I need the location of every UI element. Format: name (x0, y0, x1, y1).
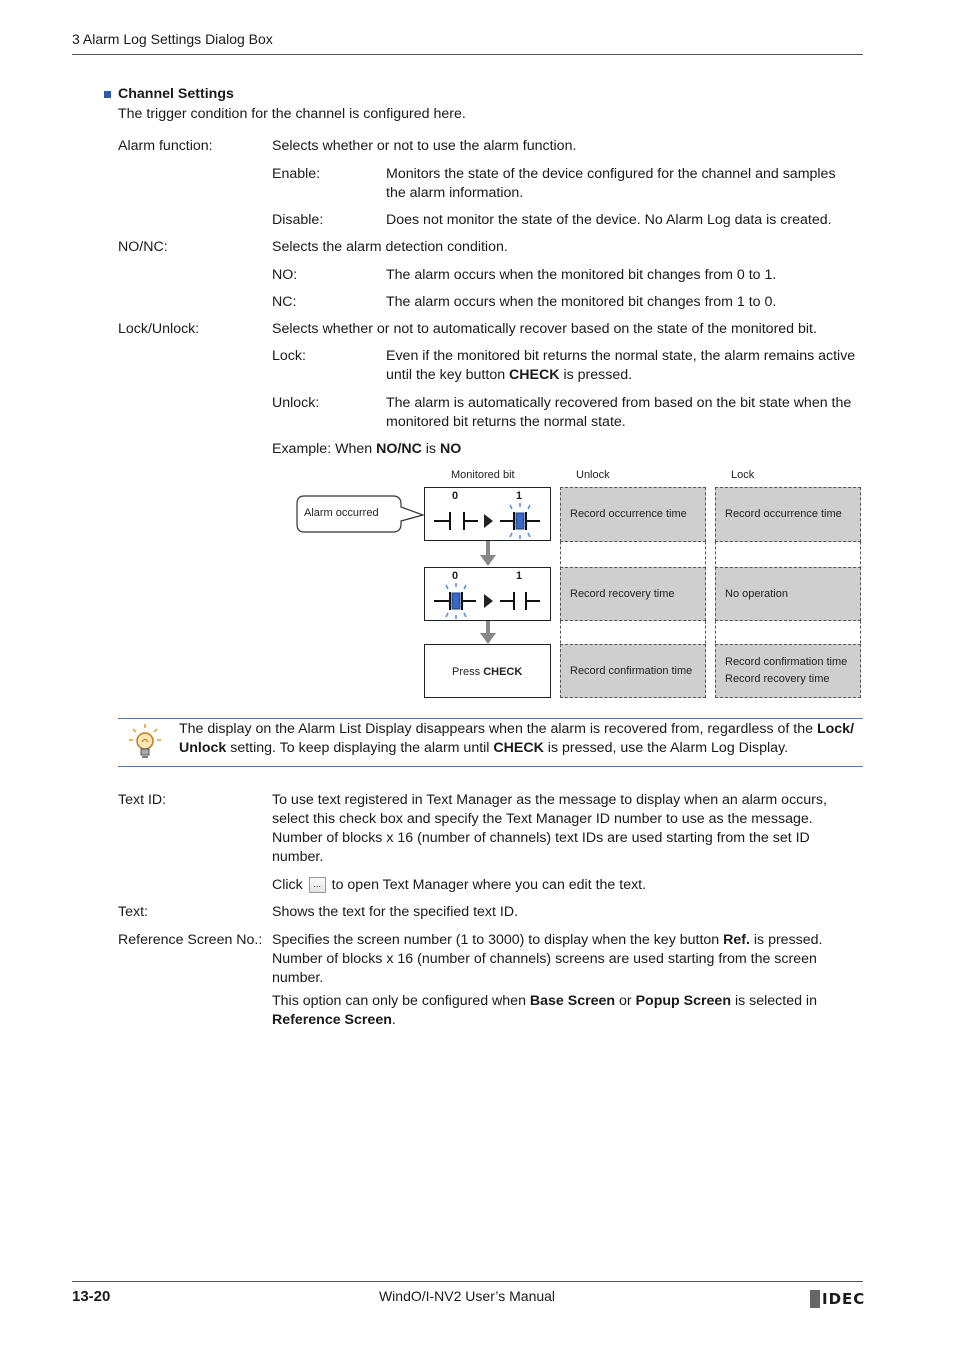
section-intro: The trigger condition for the channel is configured here. (118, 106, 466, 122)
text-id-label: Text ID: (118, 792, 167, 808)
unlock-desc (386, 394, 863, 432)
opt-base-screen: Base Screen (529, 993, 616, 1009)
no-nc-label: NO/NC: (118, 239, 168, 255)
disable-desc: Does not monitor the state of the device. No Alarm Log data is created. (386, 212, 832, 228)
note-line-2-tail: is pressed, use the Alarm Log Display. (543, 740, 789, 756)
bit-label-0-row2: 0 (452, 570, 459, 582)
text-id-desc (272, 791, 863, 867)
enable-label: Enable: (272, 166, 321, 182)
unlock-desc-line-1: The alarm is automatically recovered from based on the bit state when the (386, 395, 852, 411)
lock-desc (386, 347, 863, 385)
check-key-text: CHECK (509, 367, 560, 383)
idec-logo (810, 1290, 865, 1308)
manual-title: WindO/I-NV2 User’s Manual (378, 1288, 556, 1304)
lock-cell-no-operation: No operation (715, 567, 861, 621)
note-check: CHECK (493, 740, 544, 756)
ref-desc-tail: is pressed. (749, 932, 823, 948)
example-no-nc: NO/NC (376, 441, 422, 457)
bit-label-0: 0 (452, 490, 459, 502)
note-text (179, 720, 869, 758)
lock-cell-confirmation-text: Record confirmation time (725, 656, 848, 668)
unlock-desc-line-2: monitored bit returns the normal state. (386, 414, 626, 430)
note-line-1-text: The display on the Alarm List Display disappears when the alarm is recovered from, regardless of the (179, 721, 817, 737)
press-check-key: CHECK (483, 666, 523, 678)
opt-period: . (391, 1012, 396, 1028)
enable-desc-line-2: the alarm information. (386, 185, 524, 201)
square-bullet-icon (104, 91, 111, 98)
bit-label-1-row2: 1 (516, 570, 523, 582)
text-id-desc-2: select this check box and specify the Text Manager ID number to use as the message. (272, 811, 813, 827)
text-id-click-line (272, 876, 646, 895)
ref-desc-text: Specifies the screen number (1 to 3000) to display when the key button (272, 932, 724, 948)
unlock-label: Unlock: (272, 395, 320, 411)
text-label: Text: (118, 904, 148, 920)
press-check-text (452, 666, 522, 678)
opt-text-e: is selected in (731, 993, 817, 1009)
section-title-text: Channel Settings (118, 86, 234, 102)
lock-unlock-label: Lock/Unlock: (118, 321, 200, 337)
no-nc-desc: Selects the alarm detection condition. (272, 239, 508, 255)
example-line (272, 440, 461, 459)
lightbulb-hint-icon (128, 723, 162, 759)
browse-button[interactable]: ... (309, 877, 326, 893)
lock-desc-text: until the key button (386, 367, 510, 383)
press-text: Press (452, 666, 484, 678)
enable-desc-line-1: Monitors the state of the device configured for the channel and samples (386, 166, 836, 182)
contact-closed-to-open-icon (426, 580, 550, 620)
unlock-cell-confirmation: Record confirmation time (560, 644, 706, 698)
note-lock: Lock/ (816, 721, 855, 737)
lock-cell-recovery-text: Record recovery time (725, 673, 830, 685)
opt-reference-screen: Reference Screen (272, 1012, 392, 1028)
lock-cell-confirmation-recovery (715, 644, 861, 698)
ref-screen-label: Reference Screen No.: (118, 932, 263, 948)
example-no: NO (439, 441, 462, 457)
ref-screen-desc (272, 931, 863, 988)
nc-label: NC: (272, 294, 297, 310)
page-number: 13-20 (72, 1288, 111, 1305)
down-arrow-icon (480, 541, 496, 567)
down-arrow-icon-2 (480, 621, 496, 645)
text-id-desc-1: To use text registered in Text Manager as the message to display when an alarm occurs, (272, 792, 827, 808)
note-top-rule (118, 718, 863, 719)
example-text: Example: When (272, 441, 377, 457)
lock-desc-line-2 (386, 366, 863, 385)
logo-text: IDEC (822, 1290, 866, 1308)
note-line-2 (179, 739, 869, 758)
click-text: Click (272, 877, 303, 893)
lock-desc-tail: is pressed. (559, 367, 633, 383)
opt-text-a: This option can only be configured when (272, 993, 530, 1009)
opt-text-or: or (615, 993, 636, 1009)
logo-bar-icon (810, 1290, 820, 1308)
ref-key: Ref. (723, 932, 750, 948)
bit-label-1: 1 (516, 490, 523, 502)
alarm-function-label: Alarm function: (118, 138, 213, 154)
ref-option-line-2 (272, 1011, 863, 1030)
note-bottom-rule (118, 766, 863, 767)
unlock-cell-occurrence: Record occurrence time (560, 487, 706, 542)
ref-screen-option (272, 992, 863, 1030)
col-unlock: Unlock (576, 469, 610, 481)
text-id-desc-4: number. (272, 849, 324, 865)
lock-cell-occurrence: Record occurrence time (715, 487, 861, 542)
alarm-occurred-text: Alarm occurred (304, 507, 379, 519)
no-label: NO: (272, 267, 298, 283)
nc-desc: The alarm occurs when the monitored bit changes from 1 to 0. (386, 294, 777, 310)
running-header: 3 Alarm Log Settings Dialog Box (72, 31, 273, 47)
ref-option-line-1 (272, 992, 863, 1011)
example-is: is (421, 441, 440, 457)
footer-rule (72, 1281, 863, 1282)
ref-screen-desc-3: number. (272, 970, 324, 986)
header-rule (72, 54, 863, 55)
lock-label: Lock: (272, 348, 306, 364)
note-line-2-text: setting. To keep displaying the alarm until (226, 740, 494, 756)
click-tail-text: to open Text Manager where you can edit the text. (327, 877, 647, 893)
contact-open-to-closed-icon (426, 500, 550, 540)
col-lock: Lock (731, 469, 755, 481)
ref-screen-desc-1 (272, 931, 863, 950)
enable-desc (386, 165, 863, 203)
ref-screen-desc-2: Number of blocks x 16 (number of channels) screens are used starting from the screen (272, 951, 817, 967)
unlock-cell-recovery: Record recovery time (560, 567, 706, 621)
lock-unlock-desc: Selects whether or not to automatically recover based on the state of the monitored bit. (272, 321, 817, 337)
alarm-function-desc: Selects whether or not to use the alarm function. (272, 138, 577, 154)
disable-label: Disable: (272, 212, 324, 228)
text-desc: Shows the text for the specified text ID. (272, 904, 519, 920)
lock-desc-line-1: Even if the monitored bit returns the normal state, the alarm remains active (386, 348, 856, 364)
note-unlock: Unlock (179, 740, 227, 756)
opt-popup-screen: Popup Screen (635, 993, 731, 1009)
no-desc: The alarm occurs when the monitored bit changes from 0 to 1. (386, 267, 777, 283)
note-line-1 (179, 720, 869, 739)
col-monitored-bit: Monitored bit (451, 469, 515, 481)
text-id-desc-3: Number of blocks x 16 (number of channels) text IDs are used starting from the set ID (272, 830, 810, 846)
section-title (104, 86, 234, 102)
